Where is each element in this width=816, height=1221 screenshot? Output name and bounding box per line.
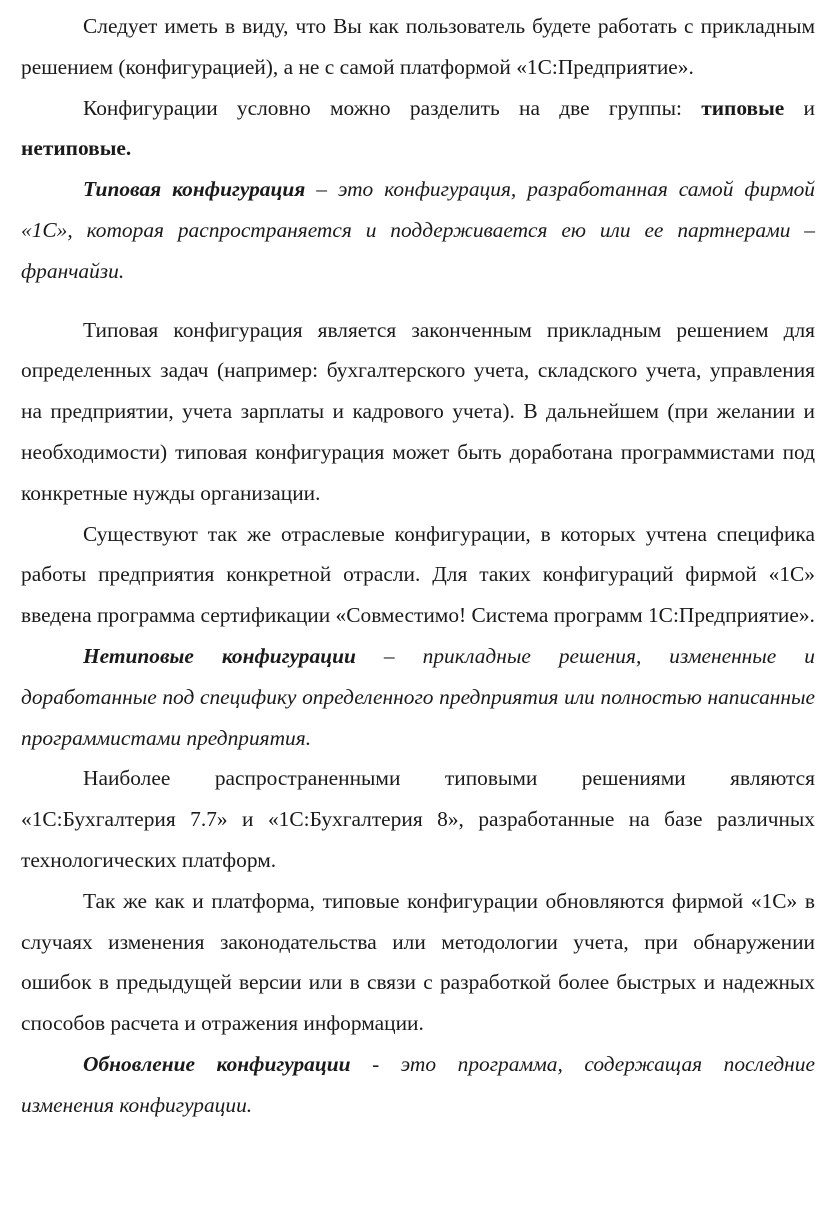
- paragraph-updates: Так же как и платформа, типовые конфигурации обновляются фирмой «1С» в случаях изменения законодательства или методологии учета, при обнаружении ошибок в предыдущей версии или в связи с разработкой более быстрых и надежных способов расчета и отражения информации.: [21, 888, 815, 1036]
- paragraph-user-note: Следует иметь в виду, что Вы как пользователь будете работать с прикладным решением (конфигурацией), а не с самой платформой «1С:Предприятие».: [21, 14, 815, 79]
- config-groups-conjunction: и: [784, 95, 815, 120]
- definition-term-update: Обновление конфигурации: [83, 1051, 351, 1076]
- paragraph-typical-definition: [21, 169, 815, 291]
- paragraph-config-groups: [21, 88, 815, 170]
- paragraph-update-definition: [21, 1044, 815, 1126]
- term-typical: типовые: [701, 95, 785, 120]
- paragraph-common-solutions: Наиболее распространенными типовыми решениями являются «1С:Бухгалтерия 7.7» и «1С:Бухгалтерия 8», разработанные на базе различных технологических платформ.: [21, 766, 815, 872]
- definition-text-nontypical: – прикладные решения, измененные и доработанные под специфику определенного предприятия или полностью написанные программистами предприятия.: [21, 643, 815, 750]
- definition-text-typical: – это конфигурация, разработанная самой фирмой «1С», которая распространяется и поддерживается ею или ее партнерами – франчайзи.: [21, 177, 815, 283]
- definition-text-update: - это программа, содержащая последние изменения конфигурации.: [21, 1051, 815, 1117]
- term-nontypical: нетиповые.: [21, 136, 132, 161]
- paragraph-industry-configs: Существуют так же отраслевые конфигурации, в которых учтена специфика работы предприятия конкретной отрасли. Для таких конфигураций фирмой «1С» введена программа сертификации «Совместимо! Система программ 1С:Предприятие».: [21, 521, 815, 628]
- definition-term-nontypical: Нетиповые конфигурации: [83, 643, 356, 668]
- config-groups-text: Конфигурации условно можно разделить на две группы:: [83, 95, 702, 120]
- paragraph-typical-description: Типовая конфигурация является законченным прикладным решением для определенных задач (например: бухгалтерского учета, складского учета, управления на предприятии, учета зарплаты и кадрового учета). В дальнейшем (при желании и необходимости) типовая конфигурация может быть доработана программистами под конкретные нужды организации.: [21, 317, 815, 505]
- paragraph-nontypical-definition: [21, 636, 815, 758]
- document-body: [21, 6, 815, 1126]
- definition-term-typical: Типовая конфигурация: [83, 177, 306, 202]
